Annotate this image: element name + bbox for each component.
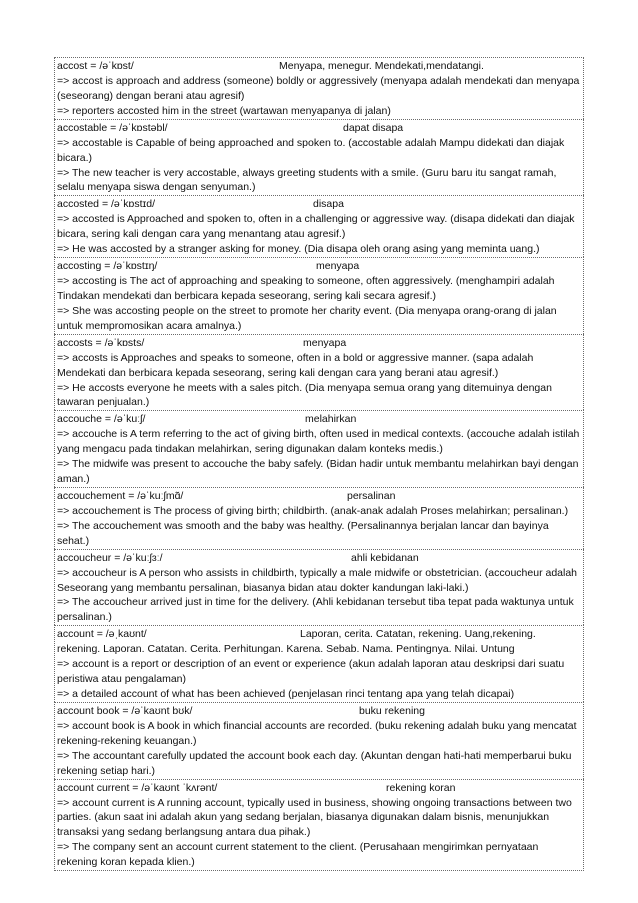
entry-meaning: disapa — [313, 198, 344, 211]
dictionary-entry — [54, 57, 584, 119]
entry-headword: account current = /əˈkaʊnt ˈkʌrənt/ — [57, 781, 218, 794]
entry-meaning: menyapa — [316, 260, 360, 273]
dictionary-entry — [54, 195, 584, 257]
entry-line: => reporters accosted him in the street (wartawan menyapanya di jalan) — [57, 104, 391, 117]
entry-meaning: dapat disapa — [343, 121, 404, 134]
dictionary-entry — [54, 487, 584, 549]
entry-meaning: ahli kebidanan — [351, 551, 419, 564]
entry-headword: accostable = /əˈkɒstəbl/ — [57, 121, 168, 134]
entry-line: => The company sent an account current statement to the client. (Perusahaan mengirimkan pernyataan rekening koran kepada klien.) — [57, 841, 539, 869]
entry-line: => He was accosted by a stranger asking for money. (Dia disapa oleh orang asing yang meminta uang.) — [57, 243, 540, 256]
entry-meaning: buku rekening — [359, 704, 425, 717]
entry-headword: accouche = /əˈkuːʃ/ — [57, 413, 146, 426]
entry-line: => The accouchement was smooth and the baby was healthy. (Persalinannya berjalan lancar dan bayinya sehat.) — [57, 519, 549, 547]
entry-headword: account book = /əˈkaʊnt bʊk/ — [57, 704, 193, 717]
entry-meaning: menyapa — [303, 336, 347, 349]
entry-line: => The accoucheur arrived just in time for the delivery. (Ahli kebidanan tersebut tiba tepat pada waktunya untuk persalinan.) — [57, 596, 574, 624]
entry-line: => She was accosting people on the street to promote her charity event. (Dia menyapa orang-orang di jalan untuk mempromosikan acara amalnya.) — [57, 304, 557, 332]
dictionary-entry — [54, 257, 584, 334]
dictionary-entry — [54, 119, 584, 196]
dictionary-entry — [54, 779, 584, 872]
dictionary-entry — [54, 549, 584, 626]
entry-line: => accouchement is The process of giving birth; childbirth. (anak-anak adalah Proses melahirkan; persalinan.) — [57, 504, 569, 517]
entry-line: => accoucheur is A person who assists in childbirth, typically a male midwife or obstetrician. (accoucheur adalah Seseorang yang membantu persalinan, biasanya bidan atau dokter kandungan laki-laki.) — [57, 566, 578, 594]
entry-line: => account book is A book in which financial accounts are recorded. (buku rekening adalah buku yang mencatat rekening-rekening keuangan.) — [57, 719, 577, 747]
entry-meaning: Menyapa, menegur. Mendekati,mendatangi. — [279, 60, 484, 72]
entry-line: => accouche is A term referring to the act of giving birth, often used in medical contexts. (accouche adalah istilah yang mengacu pada tindakan melahirkan, sering digunakan dalam konteks medis.) — [57, 428, 580, 456]
dictionary-entry — [54, 334, 584, 411]
entry-line: => accost is approach and address (someone) boldly or aggressively (menyapa adalah mendekati dan menyapa (seseorang) dengan berani atau agresif) — [57, 75, 580, 102]
entry-line: rekening. Laporan. Catatan. Cerita. Perhitungan. Karena. Sebab. Nama. Pentingnya. Nilai. Untung — [57, 643, 515, 656]
entry-line: => accostable is Capable of being approached and spoken to. (accostable adalah Mampu didekati dan diajak bicara.) — [57, 136, 565, 164]
entry-headword: accosts = /əˈkɒsts/ — [57, 336, 145, 349]
entry-headword: accosted = /əˈkɒstɪd/ — [57, 198, 155, 211]
entry-line: => The accountant carefully updated the account book each day. (Akuntan dengan hati-hati memperbarui buku rekening setiap hari.) — [57, 749, 572, 777]
entry-line: => account current is A running account, typically used in business, showing ongoing transactions between two parties. (akun saat ini adalah akun yang sedang berjalan, biasanya digunakan dalam bisnis, menunjukkan transaksi yang sedang berlangsung antara dua pihak.) — [57, 796, 572, 839]
entry-meaning: Laporan, cerita. Catatan, rekening. Uang,rekening. — [300, 628, 536, 641]
dictionary-entry — [54, 625, 584, 702]
entry-line: => a detailed account of what has been achieved (penjelasan rinci tentang apa yang telah dicapai) — [57, 688, 515, 700]
dictionary-entry — [54, 410, 584, 487]
entry-line: => The midwife was present to accouche the baby safely. (Bidan hadir untuk membantu melahirkan bayi dengan aman.) — [57, 458, 579, 486]
entry-line: => accosts is Approaches and speaks to someone, often in a bold or aggressive manner. (sapa adalah Mendekati dan berbicara kepada seseorang, sering kali dengan cara yang berani atau agresif.) — [57, 351, 534, 379]
dictionary-page — [54, 57, 584, 871]
entry-line: => account is a report or description of an event or experience (akun adalah laporan atau deskripsi dari suatu peristiwa atau pengalaman) — [57, 658, 565, 686]
entry-meaning: melahirkan — [305, 413, 357, 426]
entry-line: => accosted is Approached and spoken to, often in a challenging or aggressive way. (disapa didekati dan diajak bicara, sering kali dengan cara yang menantang atau agresif.) — [57, 213, 575, 241]
entry-line: => He accosts everyone he meets with a sales pitch. (Dia menyapa semua orang yang ditemuinya dengan tawaran penjualan.) — [57, 381, 552, 409]
entry-line: => accosting is The act of approaching and speaking to someone, often aggressively. (menghampiri adalah Tindakan mendekati dan berbicara kepada seseorang, sering kali secara agresif.) — [57, 275, 555, 302]
entry-headword: accoucheur = /əˈkuːʃɜː/ — [57, 551, 163, 564]
entry-headword: accost = /əˈkɒst/ — [57, 60, 134, 72]
dictionary-entry — [54, 702, 584, 779]
entry-meaning: persalinan — [347, 489, 396, 502]
entry-line: => The new teacher is very accostable, always greeting students with a smile. (Guru baru itu sangat ramah, selalu menyapa siswa dengan senyuman.) — [57, 166, 557, 194]
entry-headword: account = /əˌkaʊnt/ — [57, 628, 147, 641]
entry-headword: accosting = /əˈkɒstɪŋ/ — [57, 260, 158, 273]
entry-meaning: rekening koran — [386, 781, 456, 794]
entry-headword: accouchement = /əˈkuːʃmɑ̃/ — [57, 489, 184, 502]
